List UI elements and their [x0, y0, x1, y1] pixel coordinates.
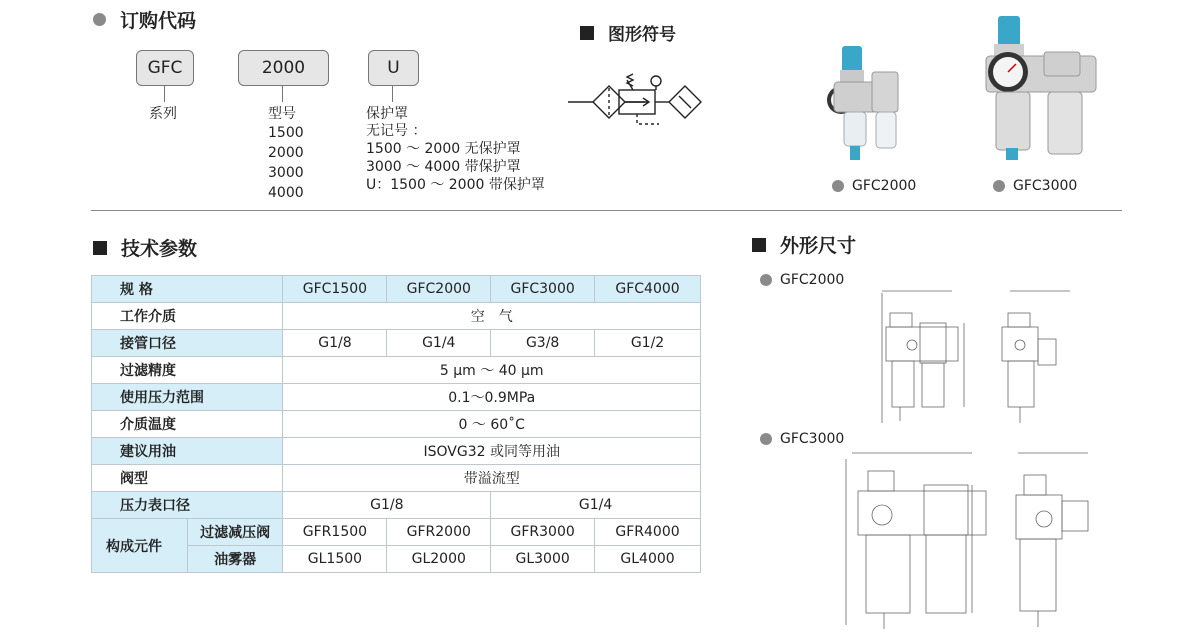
cell-value: GL3000 [491, 546, 595, 573]
model-connector [282, 86, 283, 102]
section-divider [91, 210, 1122, 211]
gfc2000-product-image [822, 42, 932, 166]
cell-value: GFR3000 [491, 519, 595, 546]
cell-value: GFR1500 [283, 519, 387, 546]
cell-value: GL1500 [283, 546, 387, 573]
gfc2000-caption: GFC2000 [832, 178, 916, 194]
row-header: 阀型 [92, 465, 283, 492]
cell-value: 带溢流型 [283, 465, 701, 492]
cover-line: 1500 ～ 2000 无保护罩 [366, 141, 521, 157]
model-value: 4000 [268, 185, 304, 201]
cover-connector [392, 86, 393, 102]
gfc2000-dimension-drawing [860, 283, 1105, 433]
sub-row-header: 过滤减压阀 [187, 519, 283, 546]
cell-value: GL4000 [595, 546, 701, 573]
gfc3000-caption: GFC3000 [993, 178, 1077, 194]
gfc2000-dimension-caption: GFC2000 [760, 272, 844, 288]
table-row [92, 492, 701, 519]
table-row [92, 384, 701, 411]
dimensions-heading: 外形尺寸 [752, 231, 856, 258]
cell-value: 0.1～0.9MPa [283, 384, 701, 411]
table-row [92, 465, 701, 492]
cell-value: ISOVG32 或同等用油 [283, 438, 701, 465]
cell-value: 5 μm ～ 40 μm [283, 357, 701, 384]
cell-value: G1/8 [283, 492, 491, 519]
model-header: GFC2000 [387, 276, 491, 303]
gauge-symbol [651, 76, 661, 86]
cell-value: 空 气 [283, 303, 701, 330]
row-header: 使用压力范围 [92, 384, 283, 411]
cover-line: 3000 ～ 4000 带保护罩 [366, 159, 521, 175]
table-row [92, 357, 701, 384]
row-header: 过滤精度 [92, 357, 283, 384]
specs-heading: 技术参数 [93, 234, 197, 261]
cell-value: G1/2 [595, 330, 701, 357]
table-row [92, 330, 701, 357]
row-header: 工作介质 [92, 303, 283, 330]
model-header: GFC3000 [491, 276, 595, 303]
model-code-box: 2000 [238, 50, 329, 86]
cell-value: G3/8 [491, 330, 595, 357]
pneumatic-symbol-diagram [563, 68, 713, 130]
section-square-icon [752, 238, 766, 252]
bullet-icon [93, 13, 106, 26]
row-header: 接管口径 [92, 330, 283, 357]
section-square-icon [93, 241, 107, 255]
series-connector [164, 86, 165, 102]
cell-value: G1/8 [283, 330, 387, 357]
row-header: 压力表口径 [92, 492, 283, 519]
model-value: 2000 [268, 145, 304, 161]
row-header: 介质温度 [92, 411, 283, 438]
cover-label: 保护罩 [366, 106, 408, 122]
bullet-icon [993, 180, 1005, 192]
bullet-icon [760, 433, 772, 445]
gfc3000-dimension-caption: GFC3000 [760, 431, 844, 447]
model-label: 型号 [268, 106, 296, 122]
model-value: 1500 [268, 125, 304, 141]
series-code-box: GFC [136, 50, 194, 86]
sub-row-header: 油雾器 [187, 546, 283, 573]
gfc3000-product-image [982, 12, 1110, 162]
table-row [92, 303, 701, 330]
cell-value: 0 ～ 60˚C [283, 411, 701, 438]
row-header: 构成元件 [92, 519, 188, 573]
table-row [92, 519, 701, 546]
cell-value: GFR4000 [595, 519, 701, 546]
model-header: GFC1500 [283, 276, 387, 303]
cover-line: U：1500 ～ 2000 带保护罩 [366, 177, 545, 193]
cell-value: GFR2000 [387, 519, 491, 546]
model-header: GFC4000 [595, 276, 701, 303]
bullet-icon [760, 274, 772, 286]
cell-value: G1/4 [387, 330, 491, 357]
row-header: 建议用油 [92, 438, 283, 465]
cover-code-box: U [368, 50, 419, 86]
table-row [92, 411, 701, 438]
table-row [92, 276, 701, 303]
series-label: 系列 [149, 106, 177, 122]
gfc3000-dimension-drawing [832, 445, 1122, 637]
bullet-icon [832, 180, 844, 192]
model-value: 3000 [268, 165, 304, 181]
cell-value: GL2000 [387, 546, 491, 573]
order-code-heading: 订购代码 [93, 6, 196, 33]
symbol-heading: 图形符号 [580, 20, 676, 45]
spec-table [91, 275, 701, 573]
table-row [92, 438, 701, 465]
section-square-icon [580, 26, 594, 40]
cover-line: 无记号 ： [366, 123, 427, 139]
cell-value: G1/4 [491, 492, 701, 519]
row-header: 规 格 [92, 276, 283, 303]
